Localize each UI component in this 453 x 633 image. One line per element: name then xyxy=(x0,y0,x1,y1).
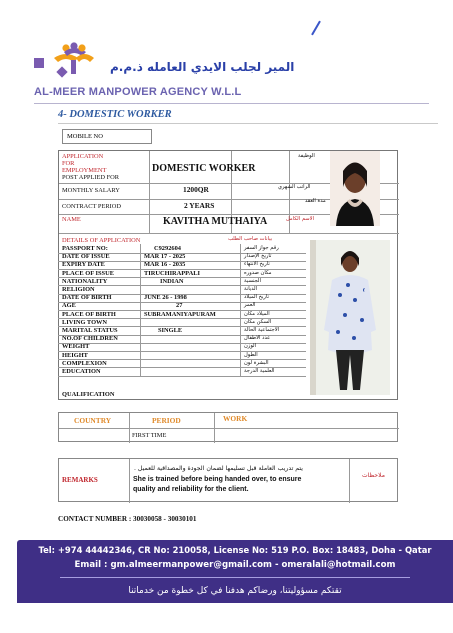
name-arabic-label: الاسم الكامل xyxy=(286,216,315,222)
post-arabic-label: الوظيفة xyxy=(298,153,315,159)
applicant-full-body-photo xyxy=(310,240,390,395)
detail-label: HEIGHT xyxy=(62,351,88,359)
row-divider xyxy=(59,428,399,429)
contact-number: CONTACT NUMBER : 30030058 - 30030101 xyxy=(58,515,197,523)
detail-arabic-label: العمر xyxy=(244,302,256,309)
detail-label: NATIONALITY xyxy=(62,277,108,285)
country-label: COUNTRY xyxy=(74,416,112,425)
mobile-no-field xyxy=(62,129,152,144)
detail-value: 27 xyxy=(176,302,183,310)
detail-value: SUBRAMANIYAPURAM xyxy=(144,310,216,318)
remarks-arabic-label: ملاحظات xyxy=(362,472,385,479)
contract-period-label: CONTRACT PERIOD xyxy=(62,203,122,210)
column-divider xyxy=(214,413,215,443)
detail-label: MARITAL STATUS xyxy=(62,327,118,334)
company-name-english: AL-MEER MANPOWER AGENCY W.L.L xyxy=(34,86,242,98)
salary-arabic-label: الراتب الشهري xyxy=(278,184,311,190)
detail-arabic-label: الطول xyxy=(244,351,258,358)
remarks-arabic-text: يتم تدريب العاملة قبل تسليمها لضمان الجودة والمصداقية للعميل . xyxy=(134,465,304,472)
footer-email-line: Email : gm.almeermanpower@gmail.com - omeralali@hotmail.com xyxy=(74,560,396,570)
detail-value: SINGLE xyxy=(158,327,183,334)
column-divider xyxy=(129,413,130,443)
contract-arabic-label: مدة العقد xyxy=(305,198,326,204)
detail-arabic-label: الاجتماعية الحالة xyxy=(244,327,280,333)
detail-arabic-label: عدد الاطفال xyxy=(244,335,271,342)
header-divider xyxy=(34,103,429,104)
detail-arabic-label: الوزن xyxy=(244,343,257,350)
remarks-english-line2: quality and reliability for the client. xyxy=(133,486,249,493)
detail-arabic-label: الجنسية xyxy=(244,277,261,284)
detail-label: COMPLEXION xyxy=(62,359,107,367)
pen-mark xyxy=(311,21,321,36)
detail-label: PLACE OF ISSUE xyxy=(62,269,114,277)
column-divider xyxy=(129,459,130,503)
detail-arabic-label: الديانة xyxy=(244,286,257,292)
post-applied-label: POST APPLIED FOR xyxy=(62,174,120,181)
row-divider xyxy=(59,233,399,234)
first-time-value: FIRST TIME xyxy=(132,432,167,439)
application-label: APPLICATION xyxy=(62,153,104,160)
detail-label: WEIGHT xyxy=(62,343,90,351)
detail-value: C9292604 xyxy=(154,245,181,252)
title-divider xyxy=(58,123,438,124)
detail-label: NO.OF CHILDREN xyxy=(62,335,118,343)
footer-slogan-arabic: تقتكم مسؤوليتنا، ورضاكم هدفنا في كل خطوة من خدماتنا xyxy=(128,586,342,596)
detail-arabic-label: البشرة لون xyxy=(244,359,269,366)
mobile-no-label: MOBILE NO xyxy=(67,133,103,140)
column-divider xyxy=(349,459,350,503)
post-applied-value: DOMESTIC WORKER xyxy=(152,163,256,174)
column-divider xyxy=(149,151,150,233)
employment-label: EMPLOYMENT xyxy=(62,167,107,174)
detail-value: INDIAN xyxy=(160,277,184,285)
row-divider xyxy=(58,343,306,344)
detail-arabic-label: الميلاد مكان xyxy=(244,310,270,317)
work-label: WORK xyxy=(223,414,248,423)
footer-contact-line: Tel: +974 44442346, CR No: 210058, License No: 519 P.O. Box: 18483, Doha - Qatar xyxy=(38,545,432,555)
monthly-salary-value: 1200QR xyxy=(183,185,209,194)
period-label: PERIOD xyxy=(152,416,181,425)
detail-label: EXPIRY DATE xyxy=(62,261,105,269)
section-title: 4- DOMESTIC WORKER xyxy=(58,109,172,120)
detail-label: PASSPORT NO: xyxy=(62,245,108,252)
details-header: DETAILS OF APPLICATION xyxy=(62,237,141,244)
detail-arabic-label: العلمية الدرجة xyxy=(244,368,275,374)
detail-label: EDUCATION xyxy=(62,368,101,375)
remarks-label: REMARKS xyxy=(62,476,98,484)
detail-value: TIRUCHIRAPPALI xyxy=(144,269,200,277)
row-divider xyxy=(58,285,306,286)
detail-arabic-label: رقم جواز السفر xyxy=(244,245,279,251)
detail-arabic-label: السكن مكان xyxy=(244,318,272,325)
detail-label: LIVING TOWN xyxy=(62,318,108,326)
detail-arabic-label: مكان صدوره xyxy=(244,269,272,276)
column-divider xyxy=(240,244,241,377)
contract-period-value: 2 YEARS xyxy=(184,201,215,210)
row-divider xyxy=(58,376,306,377)
detail-value: MAR 17 - 2025 xyxy=(144,253,186,261)
detail-value: JUNE 26 - 1998 xyxy=(144,294,187,302)
row-divider xyxy=(58,351,306,352)
applicant-headshot-photo xyxy=(330,151,380,226)
details-header-arabic: بيانات صاحب الطلب xyxy=(228,236,273,242)
detail-arabic-label: تاريخ الإصدار xyxy=(244,253,272,260)
name-label: NAME xyxy=(62,216,81,223)
company-name-arabic: المير لجلب الايدي العامله ذ.م.م xyxy=(110,60,295,74)
for-label: FOR xyxy=(62,160,75,167)
detail-arabic-label: تاريخ الميلاد xyxy=(244,294,269,301)
detail-label: DATE OF ISSUE xyxy=(62,253,110,261)
detail-value: MAR 16 - 2035 xyxy=(144,261,186,269)
remarks-english-line1: She is trained before being handed over, to ensure xyxy=(133,476,302,483)
detail-label: RELIGION xyxy=(62,286,95,293)
footer-divider xyxy=(60,577,410,578)
name-value: KAVITHA MUTHAIYA xyxy=(163,216,268,227)
detail-label: AGE xyxy=(62,302,76,310)
qualification-label: QUALIFICATION xyxy=(62,391,115,398)
monthly-salary-label: MONTHLY SALARY xyxy=(62,187,120,194)
column-divider xyxy=(140,244,141,377)
detail-label: DATE OF BIRTH xyxy=(62,294,112,302)
detail-label: PLACE OF BIRTH xyxy=(62,310,116,318)
detail-arabic-label: تاريخ الانتهاء xyxy=(244,261,270,268)
